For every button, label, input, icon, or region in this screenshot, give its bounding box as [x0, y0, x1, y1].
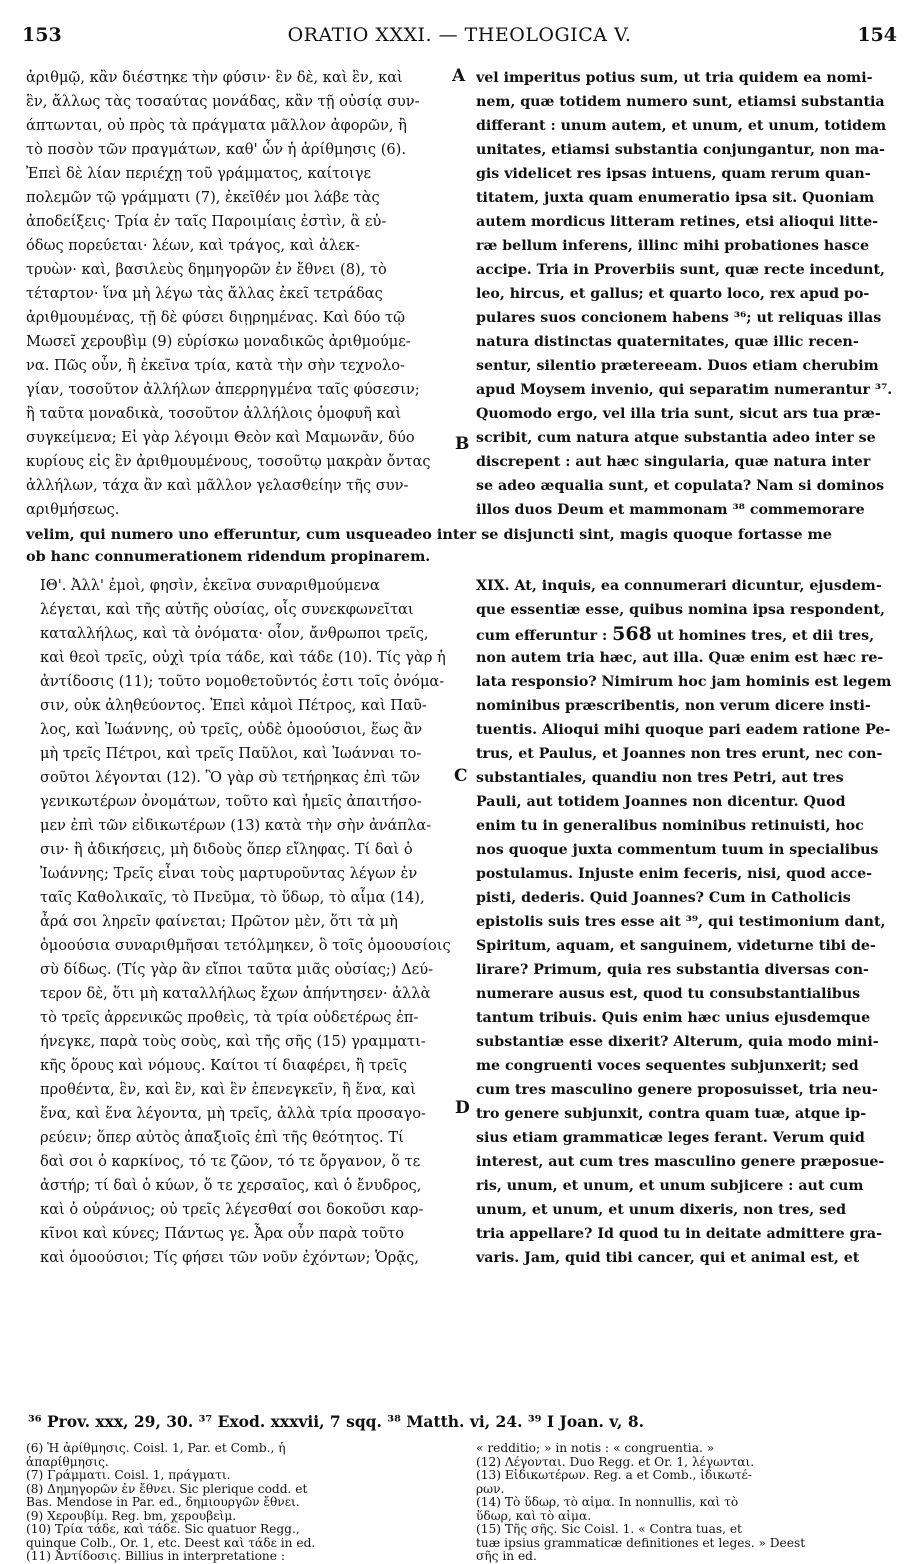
latin-text-line: tro genere subjunxit, contra quam tuæ, atque ip- [476, 1106, 867, 1122]
greek-text-line: κῆς ὅρους καὶ νόμους. Καίτοι τί διαφέρει, ἢ τρεῖς [40, 1057, 408, 1074]
greek-text-line: ὁμοούσια συναριθμῆσαι τετόλμηκεν, ὃ τοῖς ὁμοουσίοις [40, 937, 451, 954]
footnote-line: (15) Τῆς σῆς. Sic Coisl. 1. « Contra tuas, et [476, 1523, 742, 1536]
page-number-right: 154 [857, 24, 897, 46]
greek-text-line: καταλλήλως, καὶ τὰ ὀνόματα· οἷον, ἄνθρωποι τρεῖς, [40, 625, 429, 642]
greek-text-line: άπτωνται, οὐ πρὸς τὰ πράγματα μᾶλλον ἀφορῶν, ἢ [26, 117, 407, 134]
greek-text-line: ἀποδείξεις· Τρία ἐν ταῖς Παροιμίαις ἐστὶν, ἃ εὐ- [26, 213, 387, 230]
latin-text-line: varis. Jam, quid tibi cancer, qui et animal est, et [476, 1250, 860, 1266]
latin-text-line: leo, hircus, et gallus; et quarto loco, rex apud po- [476, 286, 870, 302]
greek-text-line: σιν· ἢ ἀδικήσεις, μὴ διδοὺς ὅπερ εἴληφας. Τί δαὶ ὁ [40, 841, 413, 858]
footnote-line: (14) Τὸ ὕδωρ, τὸ αἷμα. In nonnullis, καὶ τὸ [476, 1496, 739, 1509]
latin-text-line: unitates, etiamsi substantia conjungantur, non ma- [476, 142, 885, 158]
latin-text-line: trus, et Paulus, et Joannes non tres erunt, nec con- [476, 746, 883, 762]
latin-text-line: tantum tribuis. Quis enim hæc unius ejusdemque [476, 1010, 871, 1026]
margin-letter-b: B [455, 434, 470, 454]
latin-text-line: natura distinctas quaternitates, quæ illic recen- [476, 334, 859, 350]
greek-text-line: τρυὼν· καὶ, βασιλεὺς δημηγορῶν ἐν ἔθνει (8), τὸ [26, 261, 387, 278]
greek-text-line: ἀλλήλων, τάχα ἂν καὶ μᾶλλον γελασθείην τῆς συν- [26, 477, 409, 494]
footnote-line: (8) Δημηγορῶν ἐν ἔθνει. Sic plerique codd. et [26, 1482, 308, 1496]
latin-text-line: pulares suos concionem habens ³⁶; ut reliquas illas [476, 310, 882, 326]
latin-text-line: vel imperitus potius sum, ut tria quidem ea nomi- [476, 70, 873, 86]
latin-text-line: epistolis suis tres esse ait ³⁹, qui testimonium dant, [476, 914, 886, 930]
latin-text-line: postulamus. Injuste enim feceris, nisi, quod acce- [476, 866, 873, 882]
greek-text-line: αριθμήσεως. [26, 501, 120, 518]
greek-text-line: όδως πορεύεται· λέων, καὶ τράγος, καὶ ἀλεκ- [26, 237, 360, 254]
latin-text-line: substantiæ esse dixerit? Alterum, quia modo mini- [476, 1034, 879, 1050]
latin-text-line: Pauli, aut totidem Joannes non dicentur. Quod [476, 794, 846, 810]
latin-full-width-lines [26, 524, 892, 568]
greek-text-line: κῖνοι καὶ κύνες; Πάντως γε. Ἆρα οὖν παρὰ τοῦτο [40, 1225, 405, 1242]
latin-text-line: Quomodo ergo, vel illa tria sunt, sicut ars tua præ- [476, 406, 881, 422]
latin-text-line: nominibus præscribentis, non verum dicere insti- [476, 698, 871, 714]
latin-text-line: Spiritum, aquam, et sanguinem, videturne tibi de- [476, 938, 876, 954]
greek-text-line: καὶ ὁ οὐράνιος; οὐ τρεῖς λέγεσθαί σοι δοκοῦσι καρ- [40, 1201, 424, 1218]
running-title: ORATIO XXXI. — THEOLOGICA V. [287, 24, 632, 46]
greek-text-line: ἆρά σοι ληρεῖν φαίνεται; Πρῶτον μὲν, ὅτι τὰ μὴ [40, 913, 398, 930]
margin-letter-a: A [452, 66, 466, 86]
footnote-line: ἀπαρίθμησις. [26, 1455, 109, 1469]
greek-text-line: ΙΘ'. Ἀλλ' ἐμοὶ, φησὶν, ἐκεῖνα συναριθμούμενα [40, 577, 380, 594]
greek-text-line: ἀριθμουμένας, τῇ δὲ φύσει διῃρημένας. Καὶ δύο τῷ [26, 309, 405, 326]
latin-text-line: velim, qui numero uno efferuntur, cum usqueadeo inter se disjuncti sint, magis quoque fortasse me [26, 526, 832, 543]
latin-text-line: interest, aut cum tres masculino genere præposue- [476, 1154, 885, 1170]
latin-text-line: numerare ausus est, quod tu consubstantialibus [476, 986, 861, 1002]
latin-text-line: tria appellare? Id quod tu in deitate admittere gra- [476, 1226, 883, 1242]
footnotes-right [476, 1442, 892, 1564]
greek-text-line: συγκείμενα; Εἰ γὰρ λέγοιμι Θεὸν καὶ Μαμωνᾶν, δύο [26, 429, 415, 446]
greek-text-line: λέγεται, καὶ τῆς αὐτῆς οὐσίας, οἷς συνεκφωνεῖται [40, 601, 414, 618]
greek-text-line: ἀντίδοσις (11); τοῦτο νομοθετοῦντός ἐστι τοῖς ὀνόμα- [40, 673, 445, 690]
latin-text-line: se adeo æqualia sunt, et copulata? Nam si dominos [476, 478, 885, 494]
latin-text-line: titatem, juxta quam enumeratio ipsa sit. Quoniam [476, 190, 875, 206]
footnotes-left [26, 1442, 454, 1564]
greek-text-line: τέταρτον· ἵνα μὴ λέγω τὰς ἄλλας ἐκεῖ τετράδας [26, 285, 383, 302]
latin-text-line: lirare? Primum, quia res substantia diversas con- [476, 962, 869, 978]
greek-text-line: ἢ ταῦτα μοναδικὰ, τοσοῦτον ἀλλήλοις ὁμοφυῆ καὶ [26, 405, 402, 422]
latin-text-line: nos quoque juxta commentum tuum in specialibus [476, 842, 879, 858]
latin-text-line: illos duos Deum et mammonam ³⁸ commemorare [476, 502, 865, 518]
latin-text-line: lata responsio? Nimirum hoc jam hominis est legem [476, 674, 892, 690]
latin-text-line: scribit, cum natura atque substantia adeo inter se [476, 430, 876, 446]
greek-text-line: Ἰωάννης; Τρεῖς εἶναι τοὺς μαρτυροῦντας λέγων ἐν [40, 865, 418, 882]
scripture-references: ³⁶ Prov. xxx, 29, 30. ³⁷ Exod. xxxvii, 7 sqq. ³⁸ Matth. vi, 24. ³⁹ I Joan. v, 8. [28, 1412, 645, 1431]
greek-text-line: ἀστήρ; τί δαὶ ὁ κύων, ὅ τε χερσαῖος, καὶ ὁ ἔνυδρος, [40, 1177, 422, 1194]
greek-text-line: τὸ τρεῖς ἀρρενικῶς προθεὶς, τὰ τρία οὐδετέρως ἐπ- [40, 1009, 419, 1026]
greek-text-line: προθέντα, ἓν, καὶ ἓν, καὶ ἓν ἐπενεγκεῖν, ἢ ἕνα, καὶ [40, 1081, 416, 1098]
latin-column-bottom [476, 574, 892, 1270]
latin-text-line: non autem tria hæc, aut illa. Quæ enim est hæc re- [476, 650, 884, 666]
greek-text-line: καὶ θεοὶ τρεῖς, οὐχὶ τρία τάδε, καὶ τάδε (10). Τίς γὰρ ἡ [40, 649, 446, 666]
greek-text-line: να. Πῶς οὖν, ἢ ἐκεῖνα τρία, κατὰ τὴν σὴν τεχνολο- [26, 357, 405, 374]
latin-text-line: apud Moysem invenio, qui separatim numerantur ³⁷. [476, 382, 892, 398]
footnote-line: ὕδωρ, καὶ τὸ αἷμα. [476, 1509, 592, 1523]
latin-text-line: cum efferuntur : 568 ut homines tres, et dii tres, [476, 623, 875, 645]
footnote-line: tuæ ipsius grammaticæ definitiones et leges. » Deest [476, 1536, 806, 1550]
latin-text-line: cum tres masculino genere proposuisset, tria neu- [476, 1082, 878, 1098]
latin-text-line: discrepent : aut hæc singularia, quæ natura inter [476, 454, 871, 470]
latin-text-line: sius etiam grammaticæ leges ferant. Verum quid [476, 1130, 865, 1146]
greek-text-line: τὸ ποσὸν τῶν πραγμάτων, καθ' ὧν ἡ ἀρίθμησις (6). [26, 141, 407, 158]
latin-text-line: ris, unum, et unum, et unum subjicere : aut cum [476, 1178, 864, 1194]
footnote-line: quinque Colb., Or. 1, etc. Deest καὶ τάδε in ed. [26, 1536, 316, 1550]
greek-text-line: μὴ τρεῖς Πέτροι, καὶ τρεῖς Παῦλοι, καὶ Ἰωάνναι το- [40, 745, 422, 762]
footnote-line: (13) Εἰδικωτέρων. Reg. a et Comb., ἰδικωτέ- [476, 1469, 752, 1482]
greek-column-top [26, 66, 454, 522]
latin-text-line: enim tu in generalibus nominibus retinuisti, hoc [476, 818, 864, 834]
greek-text-line: σοῦτοι λέγονται (12). Ὃ γὰρ σὺ τετήρηκας ἐπὶ τῶν [40, 769, 421, 786]
latin-text-line: XIX. At, inquis, ea connumerari dicuntur, ejusdem- [476, 578, 882, 594]
latin-text-line: ob hanc connumerationem ridendum propinarem. [26, 548, 431, 565]
page-number-left: 153 [22, 24, 62, 46]
greek-text-line: ρεύειν; ὅπερ αὐτὸς ἀπαξιοῖς ἐπὶ τῆς θεότητος. Τί [40, 1129, 404, 1146]
latin-text-line: pisti, dederis. Quid Joannes? Cum in Catholicis [476, 890, 851, 906]
greek-text-line: γενικωτέρων ὀνομάτων, τοῦτο καὶ ἡμεῖς ἀπαιτήσο- [40, 793, 422, 810]
latin-text-line: gis videlicet res ipsas intuens, quam rerum quan- [476, 166, 871, 182]
greek-text-line: ταῖς Καθολικαῖς, τὸ Πνεῦμα, τὸ ὕδωρ, τὸ αἷμα (14), [40, 889, 425, 906]
margin-letter-d: D [455, 1098, 470, 1118]
footnote-line: ρων. [476, 1482, 505, 1496]
latin-text-line: accipe. Tria in Proverbiis sunt, quæ recte incedunt, [476, 262, 885, 278]
footnote-line: (7) Γράμματι. Coisl. 1, πράγματι. [26, 1469, 231, 1482]
greek-column-bottom [40, 574, 454, 1270]
latin-text-line: sentur, silentio prætereeam. Duos etiam cherubim [476, 358, 879, 374]
latin-text-line: substantiales, quandiu non tres Petri, aut tres [476, 770, 844, 786]
greek-text-line: ἓν, ἄλλως τὰς τοσαύτας μονάδας, κἂν τῇ οὐσίᾳ συν- [26, 93, 420, 110]
footnote-line: (11) Ἀντίδοσις. Billius in interpretatione : [26, 1550, 285, 1563]
greek-text-line: πολεμῶν τῷ γράμματι (7), ἐκεῖθέν μοι λάβε τὰς [26, 189, 380, 206]
greek-text-line: τερον δὲ, ὅτι μὴ καταλλήλως ἔχων ἀπήντησεν· ἀλλὰ [40, 985, 431, 1002]
latin-text-line: differant : unum autem, et unum, et unum, totidem [476, 118, 887, 134]
greek-text-line: καὶ ὁμοούσιοι; Τίς φήσει τῶν νοῦν ἐχόντων; Ὁρᾷς, [40, 1249, 419, 1266]
footnote-line: (10) Τρία τάδε, καὶ τάδε. Sic quatuor Regg., [26, 1523, 300, 1536]
greek-text-line: κυρίους εἰς ἓν ἀριθμουμένους, τοσοῦτῳ μακρὰν ὄντας [26, 453, 431, 470]
footnote-line: (12) Λέγονται. Duo Regg. et Or. 1, λέγωνται. [476, 1455, 755, 1469]
footnote-line: (6) Ἡ ἀρίθμησις. Coisl. 1, Par. et Comb., ἡ [26, 1442, 286, 1455]
footnote-line: σῆς in ed. [476, 1550, 537, 1563]
greek-text-line: ἀριθμῷ, κἂν διέστηκε τὴν φύσιν· ἓν δὲ, καὶ ἓν, καὶ [26, 69, 403, 86]
greek-text-line: ἕνα, καὶ ἕνα λέγοντα, μὴ τρεῖς, ἀλλὰ τρία προσαγο- [40, 1105, 426, 1122]
latin-text-line: unum, et unum, et unum dixeris, non tres, sed [476, 1202, 847, 1218]
column-number-marker: 568 [612, 623, 652, 645]
footnote-line: « redditio; » in notis : « congruentia. » [476, 1442, 715, 1455]
latin-text-line: me congruenti voces sequentes subjunxerit; sed [476, 1058, 859, 1074]
margin-letter-c: C [454, 766, 468, 786]
greek-text-line: Μωσεῖ χερουβὶμ (9) εὑρίσκω μοναδικῶς ἀριθμούμε- [26, 333, 411, 350]
latin-column-top [476, 66, 892, 522]
greek-text-line: μεν ἐπὶ τῶν εἰδικωτέρων (13) κατὰ τὴν σὴν ἀνάπλα- [40, 817, 432, 834]
latin-text-line: nem, quæ totidem numero sunt, etiamsi substantia [476, 94, 885, 110]
footnote-line: Bas. Mendose in Par. ed., δημιουργῶν ἔθνει. [26, 1496, 300, 1509]
greek-text-line: σιν, οὐκ ἀληθεύοντος. Ἐπεὶ κἀμοὶ Πέτρος, καὶ Παῦ- [40, 697, 427, 714]
greek-text-line: Ἐπεὶ δὲ λίαν περιέχῃ τοῦ γράμματος, καίτοιγε [26, 165, 372, 182]
latin-text-line: tuentis. Alioqui mihi quoque pari eadem ratione Pe- [476, 722, 891, 738]
footnote-line: (9) Χερουβίμ. Reg. bm, χερουβεὶμ. [26, 1509, 237, 1523]
page-header [22, 16, 897, 50]
greek-text-line: σὺ δίδως. (Τίς γὰρ ἂν εἴποι ταῦτα μιᾶς οὐσίας;) Δεύ- [40, 961, 434, 978]
latin-text-line: ræ bellum inferens, illinc mihi probationes hasce [476, 238, 870, 254]
greek-text-line: λος, καὶ Ἰωάννης, οὐ τρεῖς, οὐδὲ ὁμοούσιοι, ἕως ἂν [40, 721, 423, 738]
footnote-rule [26, 1438, 892, 1439]
latin-text-line: autem mordicus litteram retines, etsi alioqui litte- [476, 214, 879, 230]
greek-text-line: γίαν, τοσοῦτον ἀλλήλων ἀπερρηγμένα ταῖς φύσεσιν; [26, 381, 420, 398]
latin-text-line: que essentiæ esse, quibus nomina ipsa respondent, [476, 602, 885, 618]
greek-text-line: δαὶ σοι ὁ καρκίνος, τό τε ζῶον, τό τε ὄργανον, ὅ τε [40, 1153, 421, 1170]
greek-text-line: ήνεγκε, παρὰ τοὺς σοὺς, καὶ τῆς σῆς (15) γραμματι- [40, 1033, 426, 1050]
